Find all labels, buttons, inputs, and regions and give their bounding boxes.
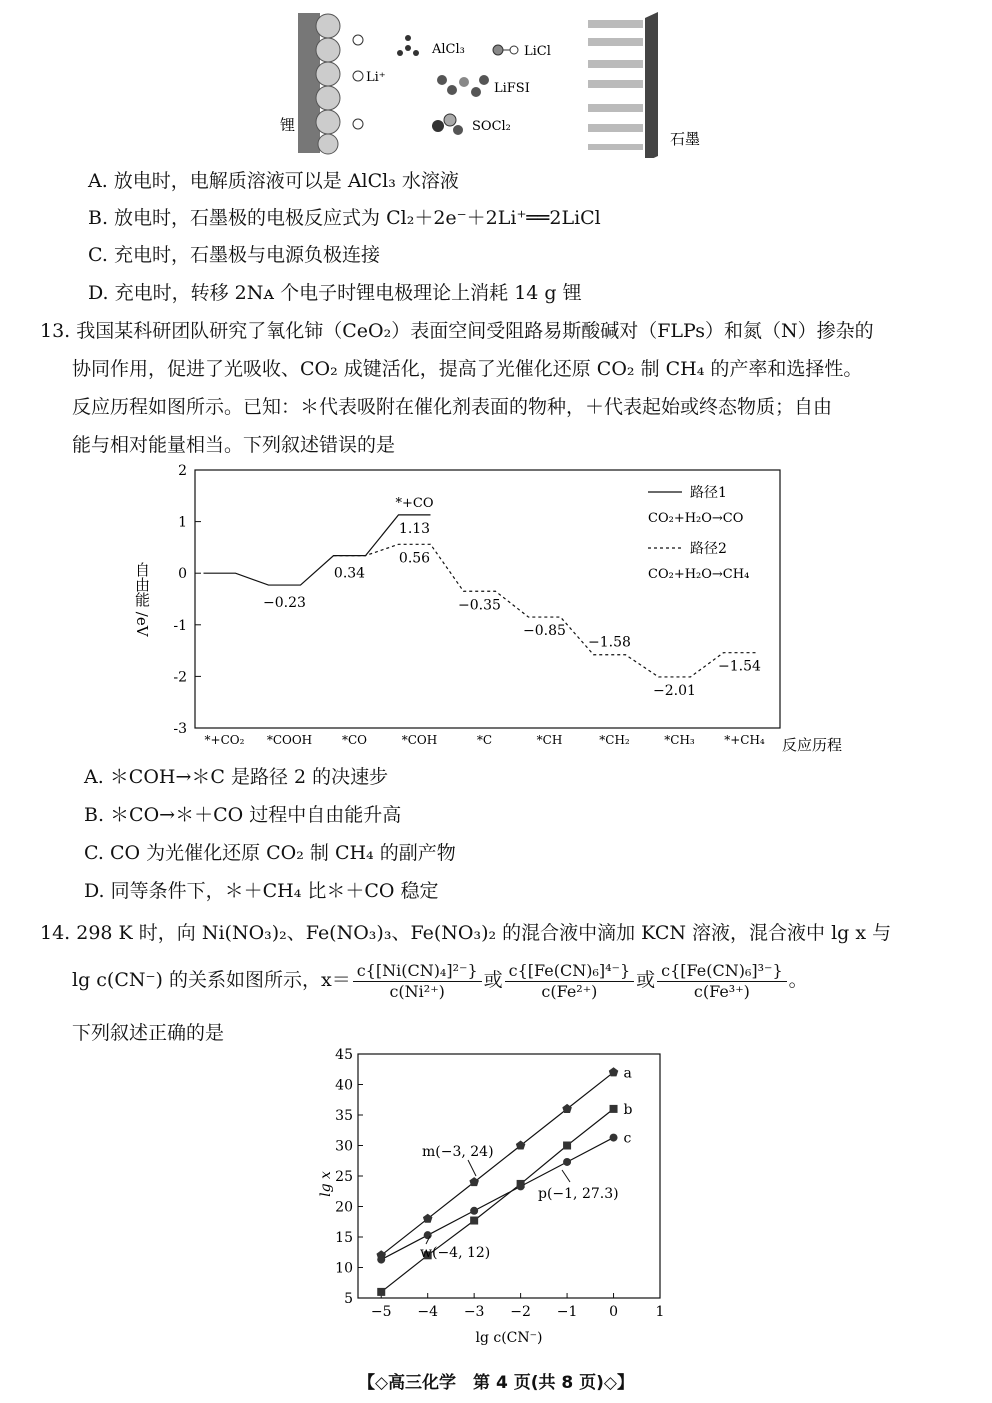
lgx-point-c <box>377 1256 385 1264</box>
legend-licl: LiCl <box>524 44 551 59</box>
fraction-ni-num: c{[Ni(CN)₄]²⁻} <box>353 961 482 982</box>
q14-end: 。 <box>788 969 808 991</box>
or-1: 或 <box>483 969 503 991</box>
energy-xlabel: 反应历程 <box>782 736 843 754</box>
li-ion-markers <box>353 35 363 129</box>
energy-product-label: *+CO <box>395 495 434 511</box>
energy-xtick-label: *+CH₄ <box>724 733 765 747</box>
lgx-point-a <box>609 1067 619 1076</box>
annotation-m-arrow <box>468 1160 476 1176</box>
energy-value-label: 0.56 <box>398 550 431 567</box>
lgx-point-c <box>610 1134 618 1142</box>
lgx-annotations <box>420 1144 619 1261</box>
energy-ytick-label: -2 <box>173 669 187 686</box>
legend-path2-name: 路径2 <box>690 541 727 557</box>
lgx-point-b <box>377 1288 385 1296</box>
lgx-series-a <box>381 1072 613 1255</box>
energy-value-label: 1.13 <box>398 520 431 537</box>
lgx-ytick-label: 25 <box>335 1169 353 1185</box>
energy-xtick-label: *COH <box>401 733 438 747</box>
q13-option-a: A. ＊COH→＊C 是路径 2 的决速步 <box>84 766 389 788</box>
socl2-icon <box>432 114 463 135</box>
lgx-point-a <box>469 1177 479 1186</box>
lgx-point-c <box>470 1207 478 1215</box>
energy-xtick-label: *C <box>476 733 493 747</box>
legend-path2-note: CO₂+H₂O→CH₄ <box>648 567 750 582</box>
lgx-ytick-label: 5 <box>344 1291 353 1307</box>
energy-ytick-label: 1 <box>178 514 187 531</box>
lgx-xtick-label: −4 <box>417 1304 439 1320</box>
graphite-label: 石墨 <box>670 130 701 148</box>
graphite-plate <box>645 12 658 158</box>
lgx-xtick-label: −2 <box>510 1304 531 1320</box>
lgx-xtick-label: 0 <box>609 1304 618 1320</box>
energy-value-label: −1.54 <box>718 658 761 675</box>
lgx-ytick-label: 45 <box>335 1047 353 1063</box>
lgx-series-label-c: c <box>623 1130 632 1147</box>
q13-stem-line-4: 能与相对能量相当。下列叙述错误的是 <box>72 434 396 456</box>
lgx-ytick-label: 15 <box>335 1230 353 1246</box>
q12-option-b: B. 放电时，石墨极的电极反应式为 Cl₂＋2e⁻＋2Li⁺══2LiCl <box>88 207 601 229</box>
q13-option-b: B. ＊CO→＊＋CO 过程中自由能升高 <box>84 804 402 826</box>
energy-value-label: −1.58 <box>588 634 631 651</box>
q12-option-c: C. 充电时，石墨极与电源负极连接 <box>88 244 380 266</box>
q14-ask: 下列叙述正确的是 <box>72 1022 225 1044</box>
or-2: 或 <box>636 969 656 991</box>
lgx-ytick-label: 20 <box>335 1199 353 1216</box>
fraction-ni-den: c(Ni²⁺) <box>389 981 445 1001</box>
page-footer: 【◇高三化学 第 4 页(共 8 页)◇】 <box>357 1373 635 1393</box>
legend-lifsi: LiFSI <box>494 81 530 96</box>
energy-ylabel: 自由能 /eV <box>133 562 151 637</box>
q13-option-c: C. CO 为光催化还原 CO₂ 制 CH₄ 的副产物 <box>84 842 456 864</box>
lgx-chart-svg <box>300 1044 680 1350</box>
fraction-fe3 <box>657 961 787 1002</box>
q14-line2-prefix: lg c(CN⁻) 的关系如图所示，x＝ <box>72 969 351 991</box>
q13-stem-line-3: 反应历程如图所示。已知：＊代表吸附在催化剂表面的物种，＋代表起始或终态物质；自由 <box>72 396 833 418</box>
annotation-p: p(−1, 27.3) <box>538 1186 619 1202</box>
lgx-ytick-label: 35 <box>335 1108 353 1124</box>
lgx-chart <box>300 1044 680 1350</box>
energy-value-label: −0.85 <box>523 623 566 640</box>
lgx-ylabel: lg x <box>318 1171 334 1197</box>
lithium-plate <box>298 13 320 153</box>
lgx-point-b <box>470 1217 478 1225</box>
fraction-fe2-num: c{[Fe(CN)₆]⁴⁻} <box>505 961 635 982</box>
q13-option-d: D. 同等条件下，＊＋CH₄ 比＊＋CO 稳定 <box>84 880 439 902</box>
energy-ytick-label: -1 <box>173 617 187 634</box>
lgx-xlabel: lg c(CN⁻) <box>475 1330 543 1346</box>
lgx-series-label-a: a <box>623 1065 632 1082</box>
energy-series-1 <box>204 515 431 585</box>
battery-diagram <box>280 8 720 158</box>
annotation-m: m(−3, 24) <box>422 1144 494 1160</box>
energy-xtick-label: *+CO₂ <box>204 733 245 747</box>
q12-option-a: A. 放电时，电解质溶液可以是 AlCl₃ 水溶液 <box>88 170 459 192</box>
lgx-series-label-b: b <box>623 1101 633 1118</box>
lgx-point-b <box>563 1142 571 1150</box>
fraction-fe2-den: c(Fe²⁺) <box>541 981 598 1001</box>
energy-xtick-label: *CH <box>536 733 563 747</box>
fraction-fe3-num: c{[Fe(CN)₆]³⁻} <box>657 961 787 982</box>
energy-chart-svg <box>120 462 880 756</box>
energy-legend <box>648 485 749 582</box>
lgx-plot-frame <box>358 1054 660 1298</box>
energy-xtick-label: *CH₂ <box>599 733 630 747</box>
energy-xtick-label: *CO <box>341 733 368 747</box>
battery-figure <box>280 8 720 158</box>
lgx-ytick-label: 40 <box>335 1077 353 1094</box>
lgx-xtick-label: −1 <box>556 1304 578 1320</box>
lifsi-icon <box>437 75 489 97</box>
fraction-ni <box>353 961 482 1002</box>
q14-stem-line-2 <box>72 960 808 1002</box>
lgx-ytick-label: 10 <box>335 1260 353 1277</box>
q14-stem-line-1: 14. 298 K 时，向 Ni(NO₃)₂、Fe(NO₃)₃、Fe(NO₃)₂ 的混合液中滴加 KCN 溶液，混合液中 lg x 与 <box>40 922 892 944</box>
annotation-w: w(−4, 12) <box>420 1245 491 1261</box>
lgx-xtick-label: −3 <box>463 1304 485 1320</box>
lgx-ytick-label: 30 <box>335 1138 353 1155</box>
fraction-fe2 <box>505 961 635 1002</box>
energy-value-label: 0.34 <box>333 565 366 582</box>
q12-option-d: D. 充电时，转移 2Nᴀ 个电子时锂电极理论上消耗 14 g 锂 <box>88 282 582 304</box>
energy-chart <box>120 462 880 756</box>
graphite-layers <box>588 20 643 150</box>
lgx-point-a <box>562 1104 572 1113</box>
legend-socl2: SOCl₂ <box>472 119 511 134</box>
lgx-point-a <box>423 1214 433 1223</box>
lgx-point-c <box>517 1182 525 1190</box>
legend-path1-name: 路径1 <box>690 485 727 501</box>
energy-value-label: −0.35 <box>458 597 501 614</box>
energy-value-label: −2.01 <box>653 682 696 699</box>
legend-path1-note: CO₂+H₂O→CO <box>648 511 744 526</box>
fraction-fe3-den: c(Fe³⁺) <box>693 981 750 1001</box>
lgx-xtick-label: 1 <box>655 1304 665 1320</box>
q13-stem-line-1: 13. 我国某科研团队研究了氧化铈（CeO₂）表面空间受阻路易斯酸碱对（FLPs）和氮（N）掺杂的 <box>40 320 874 342</box>
lgx-point-c <box>424 1231 432 1239</box>
energy-value-label: −0.23 <box>263 595 306 612</box>
li-ion-label: Li⁺ <box>366 70 386 85</box>
annotation-p-arrow <box>562 1170 570 1182</box>
energy-xtick-label: *COOH <box>266 733 313 747</box>
energy-ytick-label: -3 <box>173 721 187 737</box>
energy-ytick-label: 0 <box>178 566 187 583</box>
lgx-point-c <box>563 1158 571 1166</box>
lgx-point-a <box>516 1141 526 1150</box>
q13-stem-line-2: 协同作用，促进了光吸收、CO₂ 成键活化，提高了光催化还原 CO₂ 制 CH₄ 的产率和选择性。 <box>72 358 863 380</box>
lithium-label: 锂 <box>280 116 296 134</box>
lgx-point-b <box>610 1105 618 1113</box>
lgx-xtick-label: −5 <box>370 1304 392 1320</box>
energy-ytick-label: 2 <box>178 463 187 479</box>
energy-series-2 <box>334 544 756 677</box>
energy-xtick-label: *CH₃ <box>664 733 695 747</box>
alcl3-icon <box>397 35 419 56</box>
legend-alcl3: AlCl₃ <box>432 42 465 57</box>
licl-icon <box>493 45 518 55</box>
